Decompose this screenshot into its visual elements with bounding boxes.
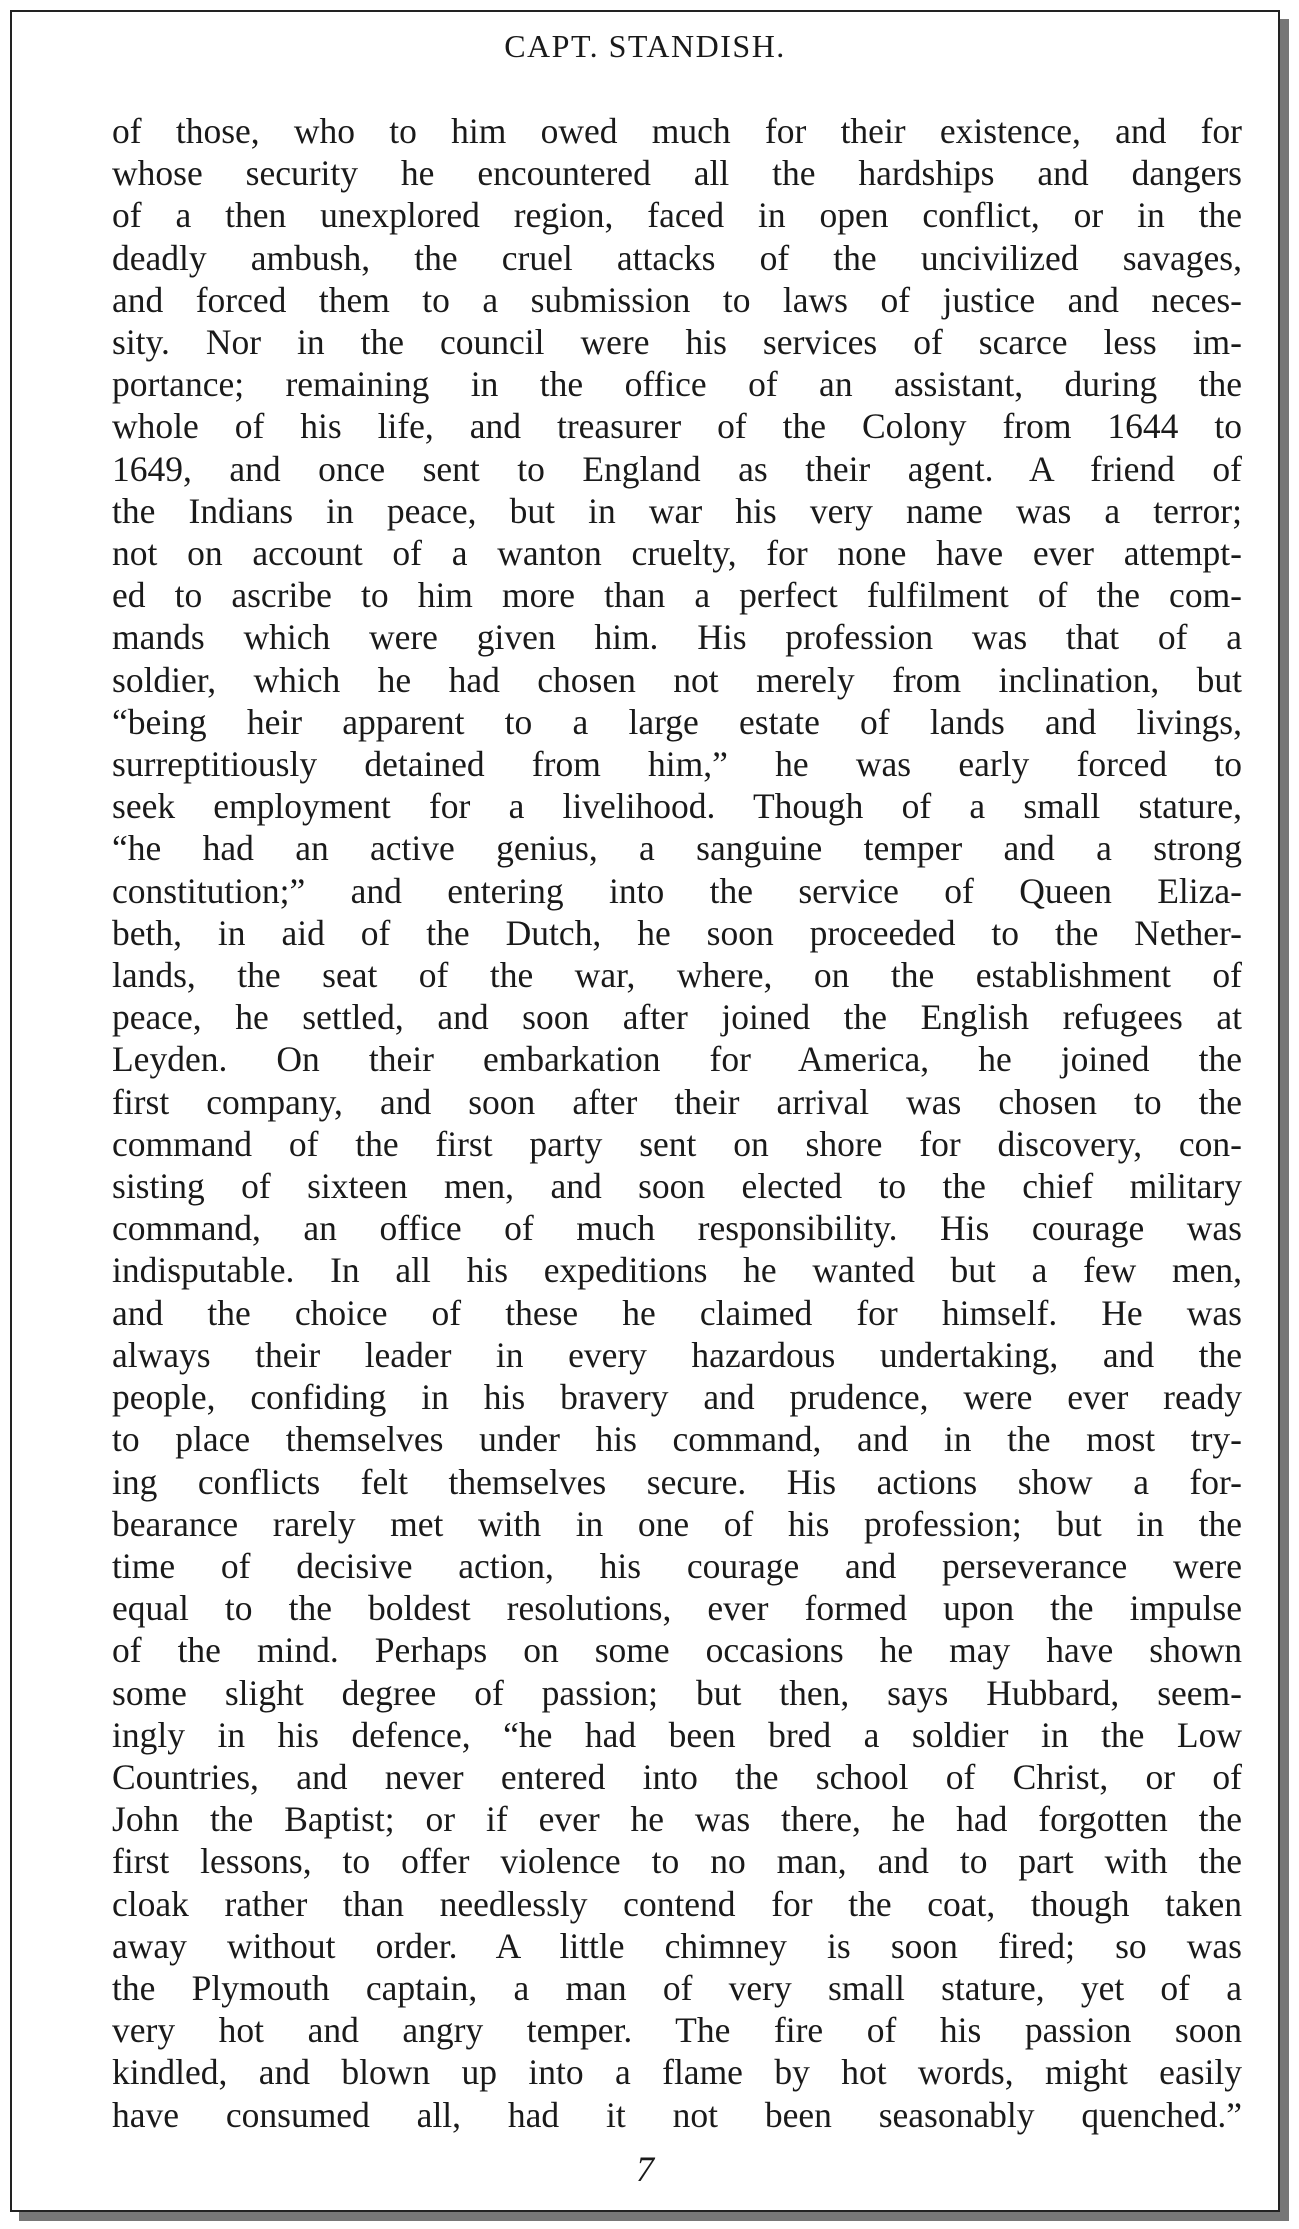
text-line: bearance rarely met with in one of his profession; but in the bbox=[112, 1503, 1242, 1544]
text-line: of a then unexplored region, faced in open conflict, or in the bbox=[112, 195, 1242, 236]
text-line: equal to the boldest resolutions, ever formed upon the impulse bbox=[112, 1588, 1242, 1629]
text-line: Countries, and never entered into the school of Christ, or of bbox=[112, 1756, 1242, 1797]
body-text bbox=[112, 110, 1242, 2136]
text-line: whole of his life, and treasurer of the Colony from 1644 to bbox=[112, 406, 1242, 447]
text-line: not on account of a wanton cruelty, for none have ever attempt- bbox=[112, 533, 1242, 574]
text-line: deadly ambush, the cruel attacks of the uncivilized savages, bbox=[112, 237, 1242, 278]
text-line: command of the first party sent on shore for discovery, con- bbox=[112, 1123, 1242, 1164]
text-line: cloak rather than needlessly contend for the coat, though taken bbox=[112, 1883, 1242, 1924]
text-line: people, confiding in his bravery and prudence, were ever ready bbox=[112, 1377, 1242, 1418]
text-line: portance; remaining in the office of an assistant, during the bbox=[112, 364, 1242, 405]
text-line: indisputable. In all his expeditions he wanted but a few men, bbox=[112, 1250, 1242, 1291]
text-line: and the choice of these he claimed for himself. He was bbox=[112, 1292, 1242, 1333]
text-line: soldier, which he had chosen not merely from inclination, but bbox=[112, 659, 1242, 700]
text-line: of the mind. Perhaps on some occasions he may have shown bbox=[112, 1630, 1242, 1671]
text-line: John the Baptist; or if ever he was there, he had forgotten the bbox=[112, 1799, 1242, 1840]
page-frame bbox=[10, 10, 1280, 2212]
text-line: to place themselves under his command, and in the most try- bbox=[112, 1419, 1242, 1460]
text-line: peace, he settled, and soon after joined the English refugees at bbox=[112, 997, 1242, 1038]
text-line: beth, in aid of the Dutch, he soon proceeded to the Nether- bbox=[112, 912, 1242, 953]
text-line: whose security he encountered all the hardships and dangers bbox=[112, 153, 1242, 194]
text-line: time of decisive action, his courage and perseverance were bbox=[112, 1545, 1242, 1586]
text-line: command, an office of much responsibility. His courage was bbox=[112, 1208, 1242, 1249]
text-line: ingly in his defence, “he had been bred a soldier in the Low bbox=[112, 1714, 1242, 1755]
text-line: constitution;” and entering into the service of Queen Eliza- bbox=[112, 870, 1242, 911]
text-line: of those, who to him owed much for their existence, and for bbox=[112, 111, 1242, 151]
text-line: away without order. A little chimney is soon fired; so was bbox=[112, 1925, 1242, 1966]
text-line: first company, and soon after their arrival was chosen to the bbox=[112, 1081, 1242, 1122]
text-line: ed to ascribe to him more than a perfect fulfilment of the com- bbox=[112, 575, 1242, 616]
text-line: surreptitiously detained from him,” he was early forced to bbox=[112, 744, 1242, 785]
text-line: sity. Nor in the council were his services of scarce less im- bbox=[112, 322, 1242, 363]
text-line: “being heir apparent to a large estate of lands and livings, bbox=[112, 701, 1242, 742]
text-line: and forced them to a submission to laws of justice and neces- bbox=[112, 279, 1242, 320]
text-line: Leyden. On their embarkation for America, he joined the bbox=[112, 1039, 1242, 1080]
text-line: first lessons, to offer violence to no man, and to part with the bbox=[112, 1841, 1242, 1882]
text-line: kindled, and blown up into a flame by hot words, might easily bbox=[112, 2052, 1242, 2093]
text-line: seek employment for a livelihood. Though of a small stature, bbox=[112, 786, 1242, 827]
running-head: CAPT. STANDISH. bbox=[504, 28, 786, 64]
text-line: very hot and angry temper. The fire of his passion soon bbox=[112, 2010, 1242, 2051]
text-line: sisting of sixteen men, and soon elected to the chief military bbox=[112, 1166, 1242, 1207]
text-line: the Plymouth captain, a man of very small stature, yet of a bbox=[112, 1967, 1242, 2008]
text-line: lands, the seat of the war, where, on the establishment of bbox=[112, 955, 1242, 996]
text-line: mands which were given him. His profession was that of a bbox=[112, 617, 1242, 658]
page-number: 7 bbox=[636, 2149, 654, 2189]
text-line: ing conflicts felt themselves secure. His actions show a for- bbox=[112, 1461, 1242, 1502]
text-line: 1649, and once sent to England as their agent. A friend of bbox=[112, 448, 1242, 489]
text-line: always their leader in every hazardous undertaking, and the bbox=[112, 1334, 1242, 1375]
text-line: some slight degree of passion; but then, says Hubbard, seem- bbox=[112, 1672, 1242, 1713]
text-line: the Indians in peace, but in war his very name was a terror; bbox=[112, 490, 1242, 531]
text-line: have consumed all, had it not been seasonably quenched.” bbox=[112, 2094, 1242, 2135]
text-line: “he had an active genius, a sanguine temper and a strong bbox=[112, 828, 1242, 869]
